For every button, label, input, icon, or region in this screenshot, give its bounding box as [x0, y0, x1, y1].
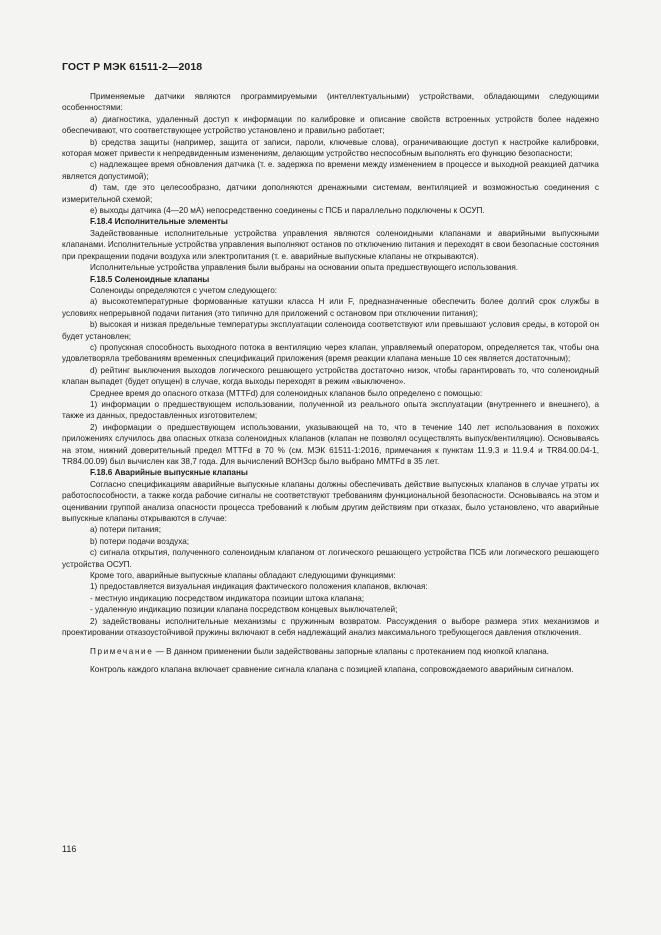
list-item: 1) информации о предшествующем использовании, полученной из реального опыта эксплуатации (внутреннего и внешнего), а также из данных, предоставленных изготовителем; [62, 399, 599, 421]
list-item: c) сигнала открытия, полученного соленоидным клапаном от логического решающего устройства ПСБ или логического решающего устройства ОСУП. [62, 548, 599, 569]
list-item: d) рейтинг выключения выходов логического решающего устройства достаточно низок, чтобы гарантировать то, что соленоидный клапан выпадет (будет опущен) в случае, когда выходы переходят в режим «выключено». [62, 365, 599, 387]
paragraph: Среднее время до опасного отказа (MTTFd) для соленоидных клапанов было определено с помощью: [90, 388, 483, 398]
paragraph: Кроме того, аварийные выпускные клапаны обладают следующими функциями: [90, 571, 396, 581]
list-item: 2) задействованы исполнительные механизмы с пружинным возвратом. Рассуждения о выборе размера этих механизмов и проектировании отказоустойчивой пружины включают в себя надлежащий анализ максимального требующегося давления отключения. [62, 616, 599, 638]
list-item: c) надлежащее время обновления датчика (т. е. задержка по времени между изменением в процессе и выходной реакцией датчика является допустимой); [62, 160, 599, 181]
document-header: ГОСТ Р МЭК 61511-2—2018 [62, 61, 203, 73]
list-item: c) пропускная способность выходного потока в вентиляцию через клапан, управляемый оператором, определяется так, чтобы она удовлетворяла требованиям временных спецификаций приложения (время реакции клапана меньше 10 сек является достаточным); [62, 342, 599, 364]
note-text: В данном применении были задействованы запорные клапаны с протеканием под кнопкой клапана. [166, 646, 549, 656]
paragraph: Согласно спецификациям аварийные выпускные клапаны должны обеспечивать действие выпускных клапанов в случае утраты их работоспособности, а также когда рабочие сигналы не соответствуют требованиям функциональной безопасности. Основываясь на этом и оценивании группой анализа опасности процесса требований к любым другим действиям при отказах, было установлено, что аварийные выпускные клапаны открываются в случае: [62, 479, 599, 524]
list-item: b) высокая и низкая предельные температуры эксплуатации соленоида соответствуют или превышают условия среды, в которой он будет установлен; [62, 320, 599, 341]
list-item: 1) предоставляется визуальная индикация фактического положения клапанов, включая: [90, 582, 428, 592]
note-label: Примечание [90, 646, 154, 656]
note-dash: — [153, 646, 167, 656]
list-item: 2) информации о предшествующем использовании, указывающей на то, что в течение 140 лет использования в похожих приложениях случилось два опасных отказа соленоидных клапанов (клапан не позволял осуществлять выпуск/вентиляцию). Основываясь на этом, нижний доверительный предел MTTFd в 70 % (см. МЭК 61511-1:2016, примечания к пунктам 11.9.3 и 11.9.4 и TR84.00.04-1, TR84.00.09) был вычислен как 38,7 года. Для вычислений ВОНЗср было выбрано MMTFd в 35 лет. [62, 422, 599, 466]
list-item: - местную индикацию посредством индикатора позиции штока клапана; [90, 593, 365, 603]
section-heading: F.18.4 Исполнительные элементы [90, 217, 228, 227]
list-item: b) потери подачи воздуха; [90, 536, 190, 546]
section-heading: F.18.5 Соленоидные клапаны [90, 274, 210, 284]
document-body [62, 91, 599, 675]
list-item: b) средства защиты (например, защита от записи, пароли, ключевые слова), ограничивающие доступ к настройке калибровки, которая может привести к непредвиденным изменениям, делающим устройство неспособным выполнять его функцию безопасности; [62, 137, 599, 159]
list-item: d) там, где это целесообразно, датчики дополняются дренажными системам, вентиляцией и возможностью соединения с измерительной схемой; [62, 183, 599, 204]
list-item: a) потери питания; [90, 525, 161, 535]
paragraph: Исполнительные устройства управления были выбраны на основании опыта предшествующего использования. [90, 263, 519, 273]
paragraph: Задействованные исполнительные устройства управления являются соленоидными клапанами и аварийными выпускными клапанами. Исполнительные устройства управления выполняют останов по отключению питания и переходят в свои безопасные состояния при прекращении подачи воздуха или электропитания (т. е. аварийные выпускные клапаны не открываются). [62, 228, 599, 261]
note [62, 646, 599, 657]
list-item: а) высокотемпературные формованные катушки класса H или F, предназначенные обеспечить более долгий срок службы в условиях непрерывной подачи питания (это типично для приложений с остановом при отключении питания); [62, 297, 599, 318]
list-item: а) диагностика, удаленный доступ к информации по калибровке и описание свойств встроенных устройств более надежно обеспечивают, что соответствующее устройство установлено и правильно работает; [62, 114, 599, 136]
paragraph: Соленоиды определяются с учетом следующего: [90, 285, 278, 295]
paragraph: Применяемые датчики являются программируемыми (интеллектуальными) устройствами, обладающими следующими особенностями: [62, 92, 599, 113]
page-number: 116 [62, 844, 77, 854]
list-item: e) выходы датчика (4—20 мА) непосредственно соединены с ПСБ и параллельно подключены к ОСУП. [90, 206, 485, 216]
list-item: - удаленную индикацию позиции клапана посредством концевых выключателей; [90, 605, 398, 615]
paragraph: Контроль каждого клапана включает сравнение сигнала клапана с позицией клапана, сопровождаемого аварийным сигналом. [90, 664, 574, 674]
section-heading: F.18.6 Аварийные выпускные клапаны [90, 468, 248, 478]
